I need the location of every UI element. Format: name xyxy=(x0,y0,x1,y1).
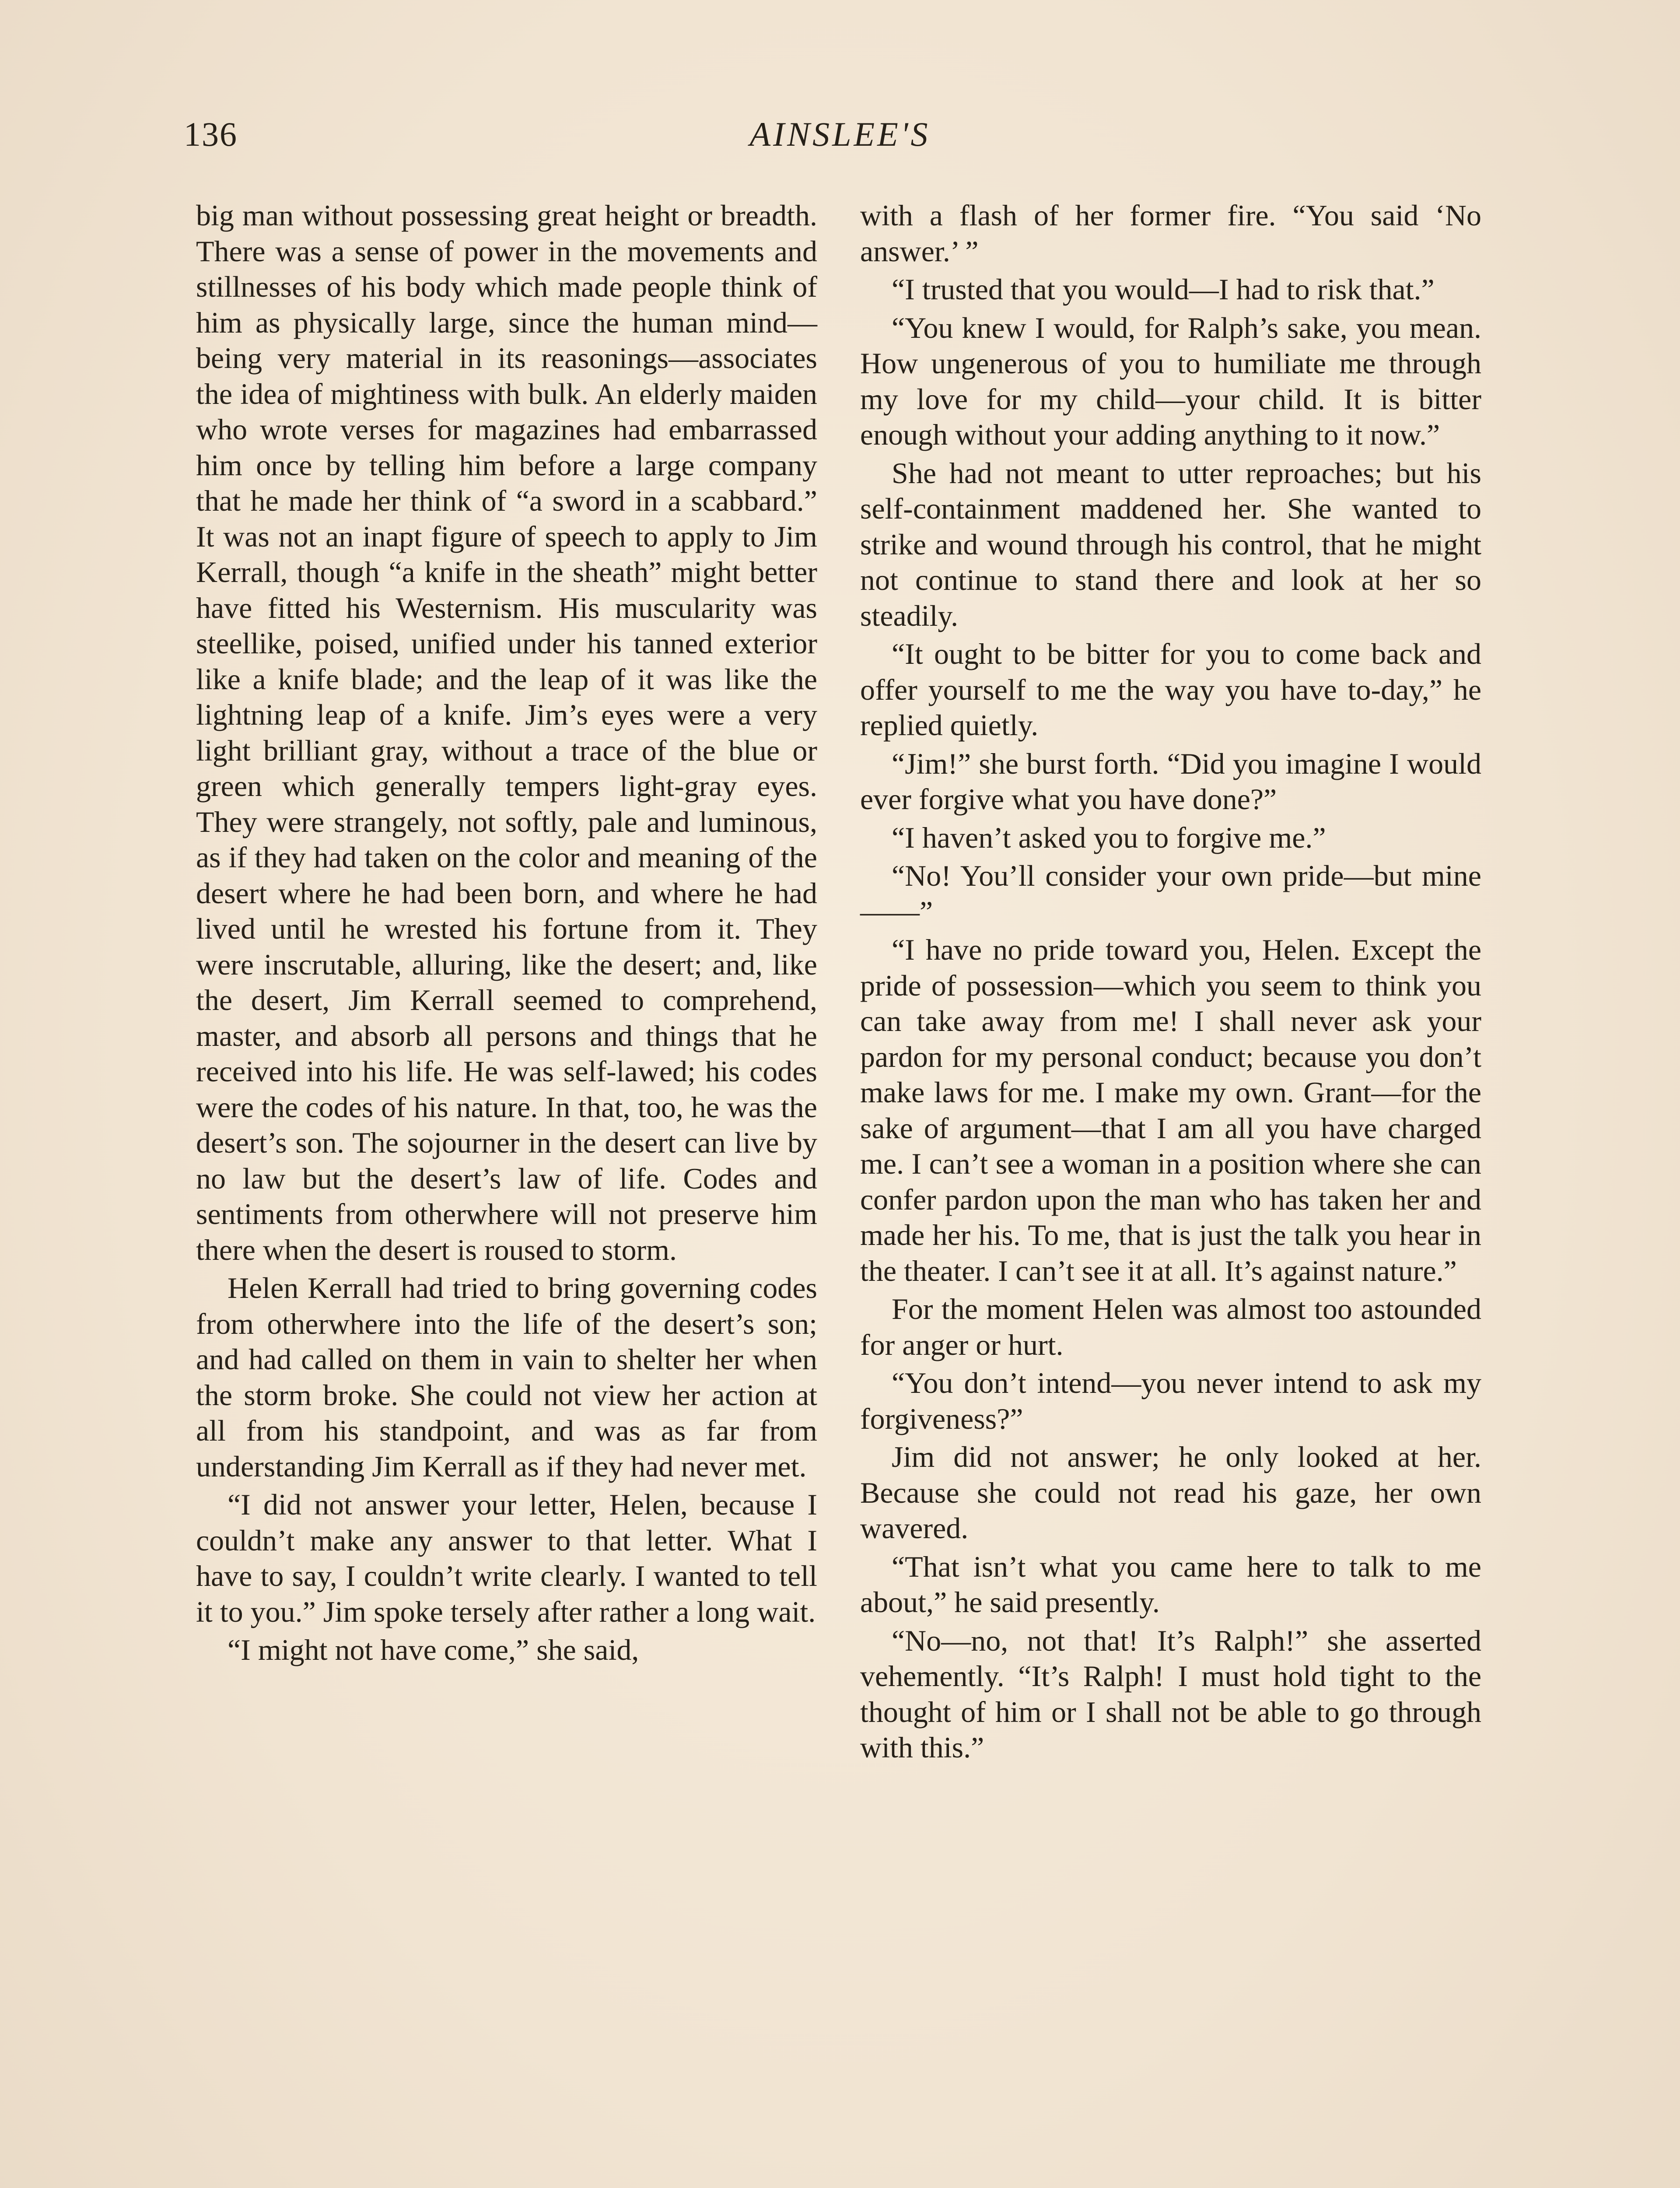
paragraph: Jim did not answer; he only looked at her. Because she could not read his gaze, her own wavered. xyxy=(860,1440,1481,1545)
paragraph: For the moment Helen was almost too astounded for anger or hurt. xyxy=(860,1292,1481,1361)
paragraph: big man without possessing great height or breadth. There was a sense of power in the movements and stillnesses of his body which made people think of him as physically large, since the human mind—being very material in its reasonings—associates the idea of mightiness with bulk. An elderly maiden who wrote verses for magazines had embarrassed him once by telling him before a large company that he made her think of “a sword in a scabbard.” It was not an inapt figure of speech to apply to Jim Kerrall, though “a knife in the sheath” might better have fitted his Westernism. His muscularity was steellike, poised, unified under his tanned exterior like a knife blade; and the leap of it was like the lightning leap of a knife. Jim’s eyes were a very light brilliant gray, without a trace of the blue or green which generally tempers light-gray eyes. They were strangely, not softly, pale and luminous, as if they had taken on the color and meaning of the desert where he had been born, and where he had lived until he wrested his fortune from it. They were inscrutable, alluring, like the desert; and, like the desert, Jim Kerrall seemed to comprehend, master, and absorb all persons and things that he received into his life. He was self-lawed; his codes were the codes of his nature. In that, too, he was the desert’s son. The sojourner in the desert can live by no law but the desert’s law of life. Codes and sentiments from otherwhere will not preserve him there when the desert is roused to storm. xyxy=(196,199,817,1266)
paragraph: “You don’t intend—you never intend to ask my forgiveness?” xyxy=(860,1366,1481,1435)
paragraph: “I trusted that you would—I had to risk that.” xyxy=(892,273,1435,306)
paragraph: “I have no pride toward you, Helen. Except the pride of possession—which you seem to think you can take away from me! I shall never ask your pardon for my personal conduct; because you don’t make laws for me. I make my own. Grant—for the sake of argument—that I am all you have charged me. I can’t see a woman in a position where she can confer pardon upon the man who has taken her and made her his. To me, that is just the talk you hear in the theater. I can’t see it at all. It’s against nature.” xyxy=(860,933,1481,1287)
paragraph: “I might not have come,” she said, xyxy=(228,1633,639,1666)
left-column xyxy=(196,198,817,1671)
paragraph: “Jim!” she burst forth. “Did you imagine I would ever forgive what you have done?” xyxy=(860,747,1481,816)
paragraph: with a flash of her former fire. “You said ‘No answer.’ ” xyxy=(860,199,1481,268)
paragraph: “No! You’ll consider your own pride—but mine——” xyxy=(860,859,1481,928)
paragraph: Helen Kerrall had tried to bring governing codes from otherwhere into the life of the desert’s son; and had called on them in vain to shelter her when the storm broke. She could not view her action at all from his standpoint, and was as far from understanding Jim Kerrall as if they had never met. xyxy=(196,1271,817,1483)
paragraph: “No—no, not that! It’s Ralph!” she asserted vehemently. “It’s Ralph! I must hold tight to the thought of him or I shall not be able to go through with this.” xyxy=(860,1623,1481,1764)
paragraph: “I haven’t asked you to forgive me.” xyxy=(892,820,1326,854)
page-number: 136 xyxy=(184,115,238,153)
running-head-title: AINSLEE'S xyxy=(749,115,931,153)
paragraph: “You knew I would, for Ralph’s sake, you mean. How ungenerous of you to humiliate me through my love for my child—your child. It is bitter enough without your adding anything to it now.” xyxy=(860,311,1481,451)
paragraph: “That isn’t what you came here to talk to me about,” he said presently. xyxy=(860,1550,1481,1619)
paragraph: She had not meant to utter reproaches; but his self-containment maddened her. She wanted to strike and wound through his control, that he might not continue to stand there and look at her so steadily. xyxy=(860,456,1481,632)
paragraph: “It ought to be bitter for you to come back and offer yourself to me the way you have to-day,” he replied quietly. xyxy=(860,637,1481,742)
right-column xyxy=(860,198,1481,1768)
paragraph: “I did not answer your letter, Helen, because I couldn’t make any answer to that letter. What I have to say, I couldn’t write clearly. I wanted to tell it to you.” Jim spoke tersely after rather a long wait. xyxy=(196,1488,817,1628)
